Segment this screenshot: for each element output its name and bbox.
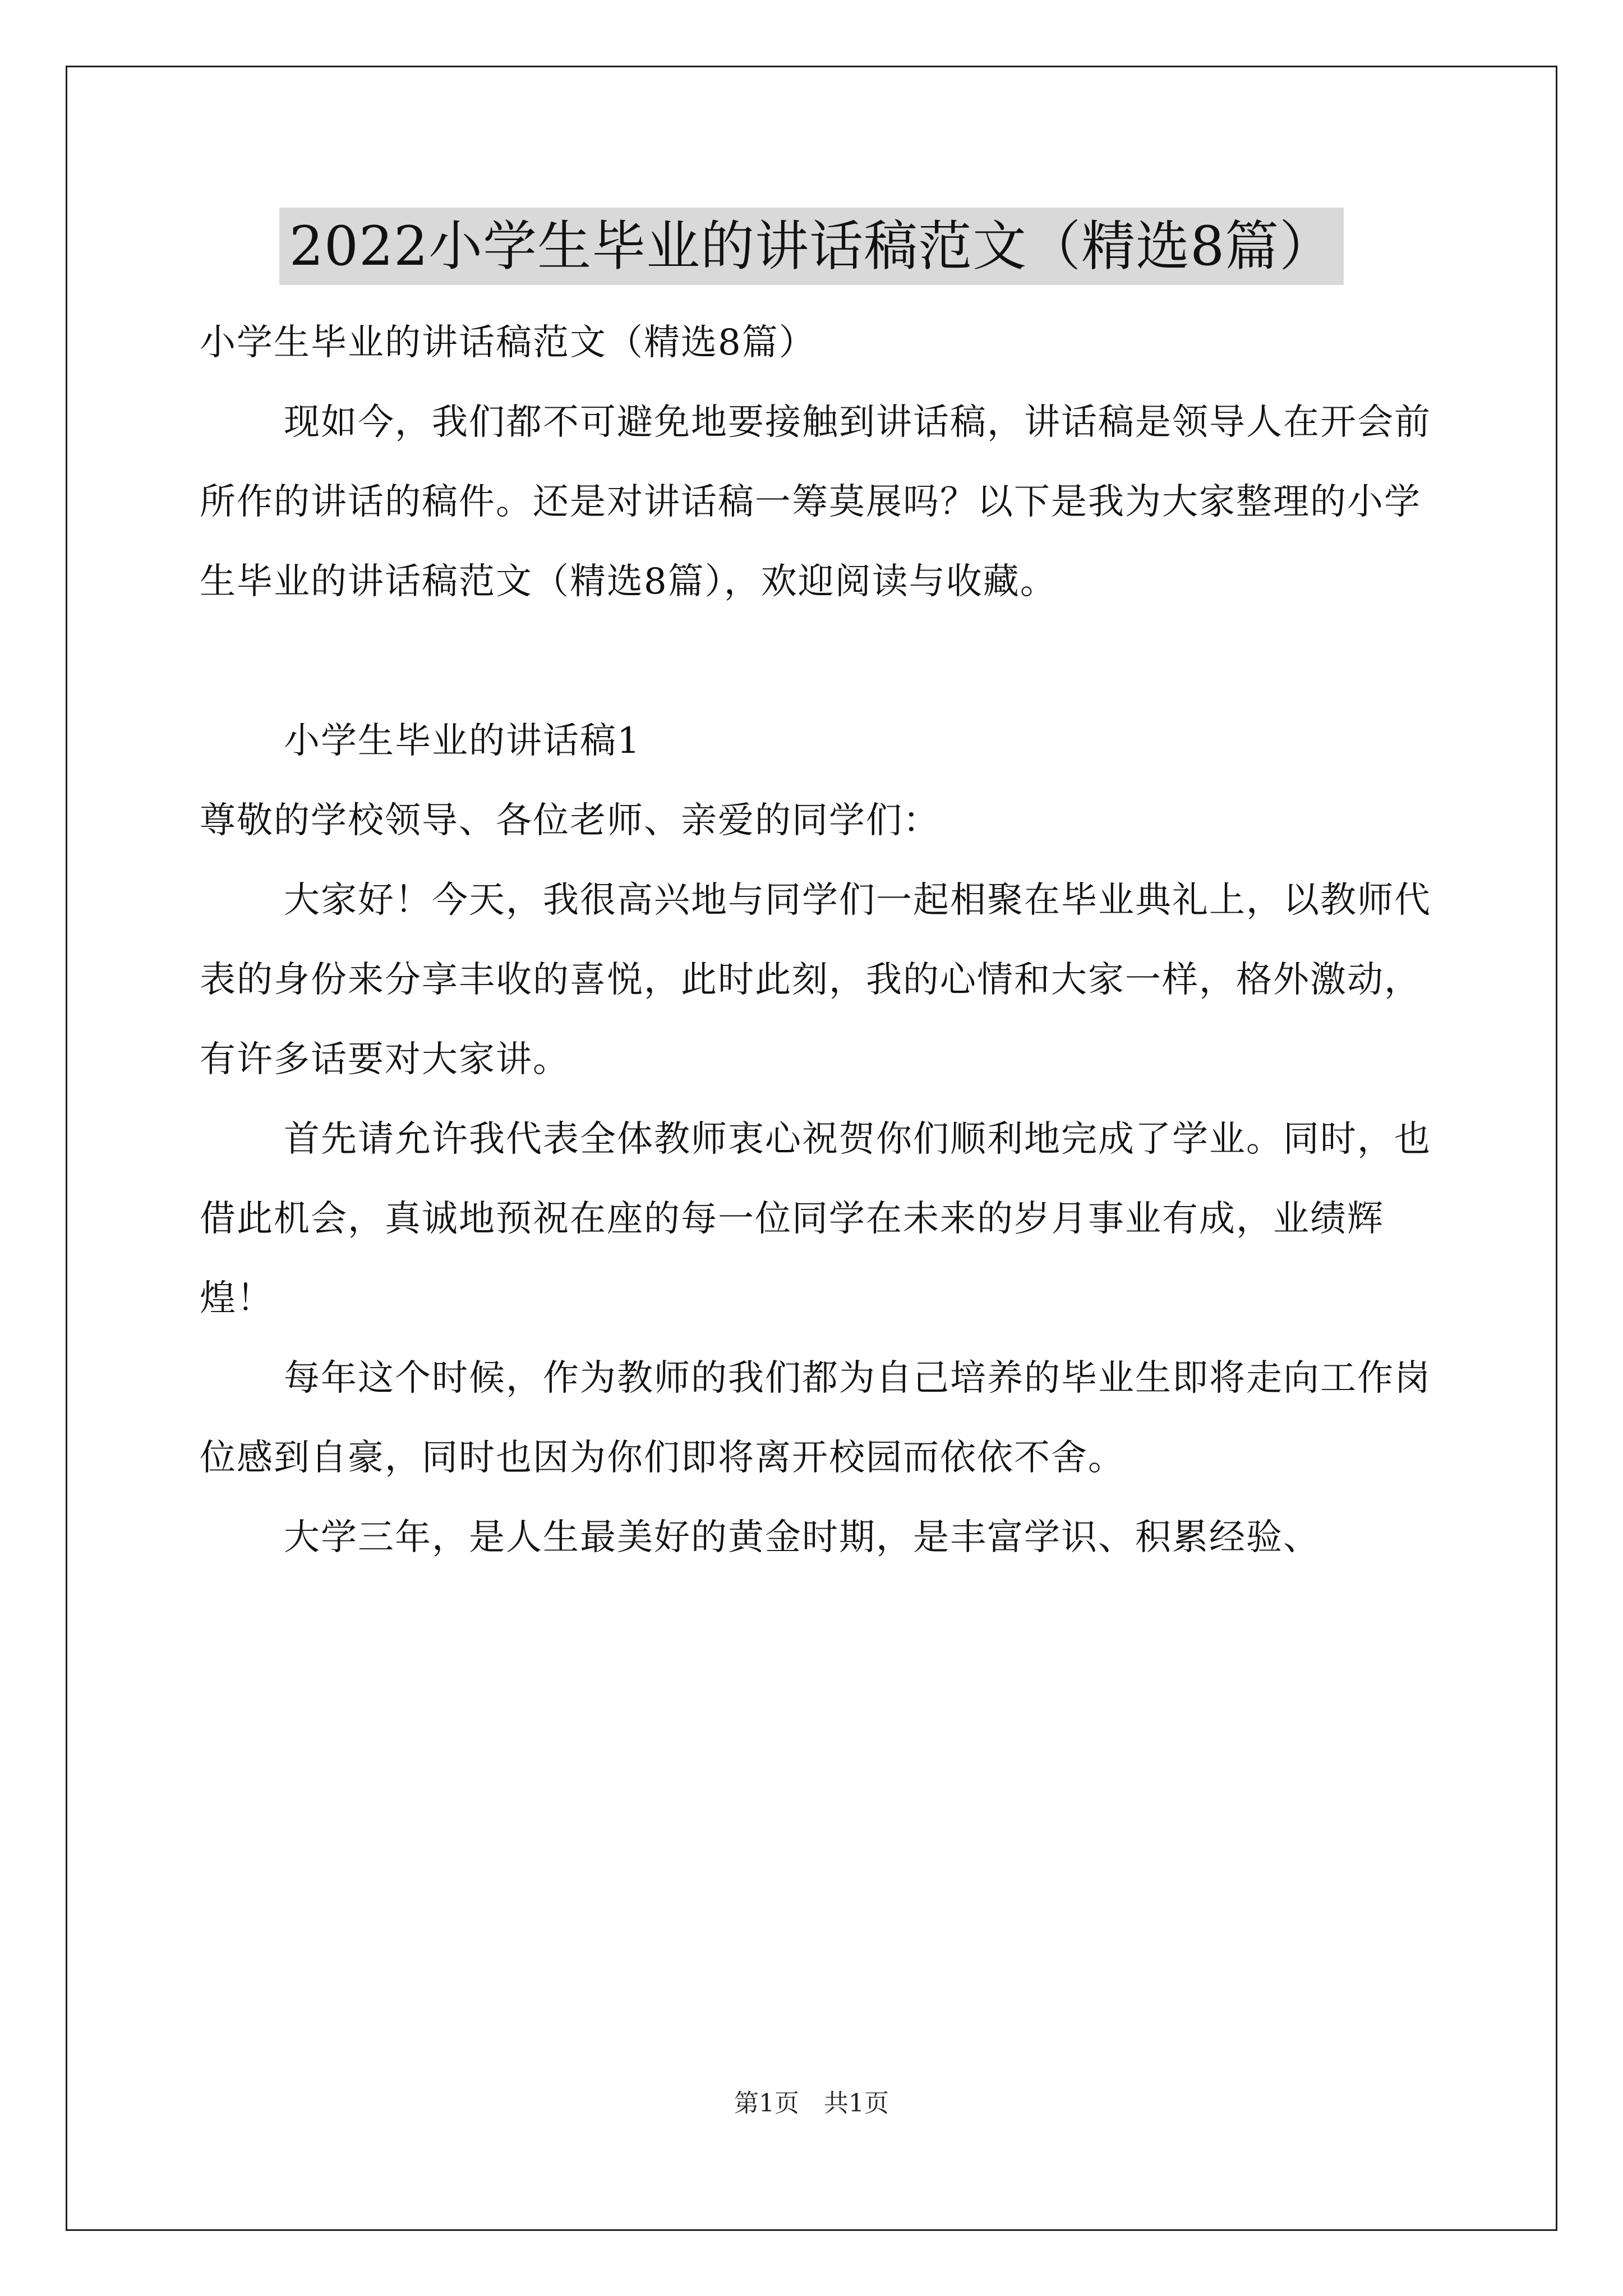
salutation: 尊敬的学校领导、各位老师、亲爱的同学们： [200, 800, 940, 841]
title-area [0, 208, 1623, 285]
document-title: 2022小学生毕业的讲话稿范文（精选8篇） [279, 208, 1344, 285]
body-paragraph: 每年这个时候，作为教师的我们都为自己培养的毕业生即将走向工作岗位感到自豪，同时也因为你们即将离开校园而依依不舍。 [200, 1358, 1431, 1479]
intro-paragraph: 现如今，我们都不可避免地要接触到讲话稿，讲话稿是领导人在开会前所作的讲话的稿件。还是对讲话稿一筹莫展吗？以下是我为大家整理的小学生毕业的讲话稿范文（精选8篇），欢迎阅读与收藏。 [200, 402, 1431, 602]
document-subtitle: 小学生毕业的讲话稿范文（精选8篇） [200, 322, 816, 364]
body-paragraph: 首先请允许我代表全体教师衷心祝贺你们顺利地完成了学业。同时，也借此机会，真诚地预祝在座的每一位同学在未来的岁月事业有成，业绩辉煌！ [200, 1119, 1431, 1319]
spacer [200, 622, 1456, 701]
page-number-footer: 第1页 共1页 [734, 2089, 889, 2118]
body-paragraph: 大家好！今天，我很高兴地与同学们一起相聚在毕业典礼上，以教师代表的身份来分享丰收的喜悦，此时此刻，我的心情和大家一样，格外激动，有许多话要对大家讲。 [200, 880, 1431, 1080]
body-paragraph: 大学三年，是人生最美好的黄金时期，是丰富学识、积累经验、 [284, 1517, 1320, 1558]
document-body [200, 303, 1456, 1577]
section-heading: 小学生毕业的讲话稿1 [284, 720, 641, 762]
